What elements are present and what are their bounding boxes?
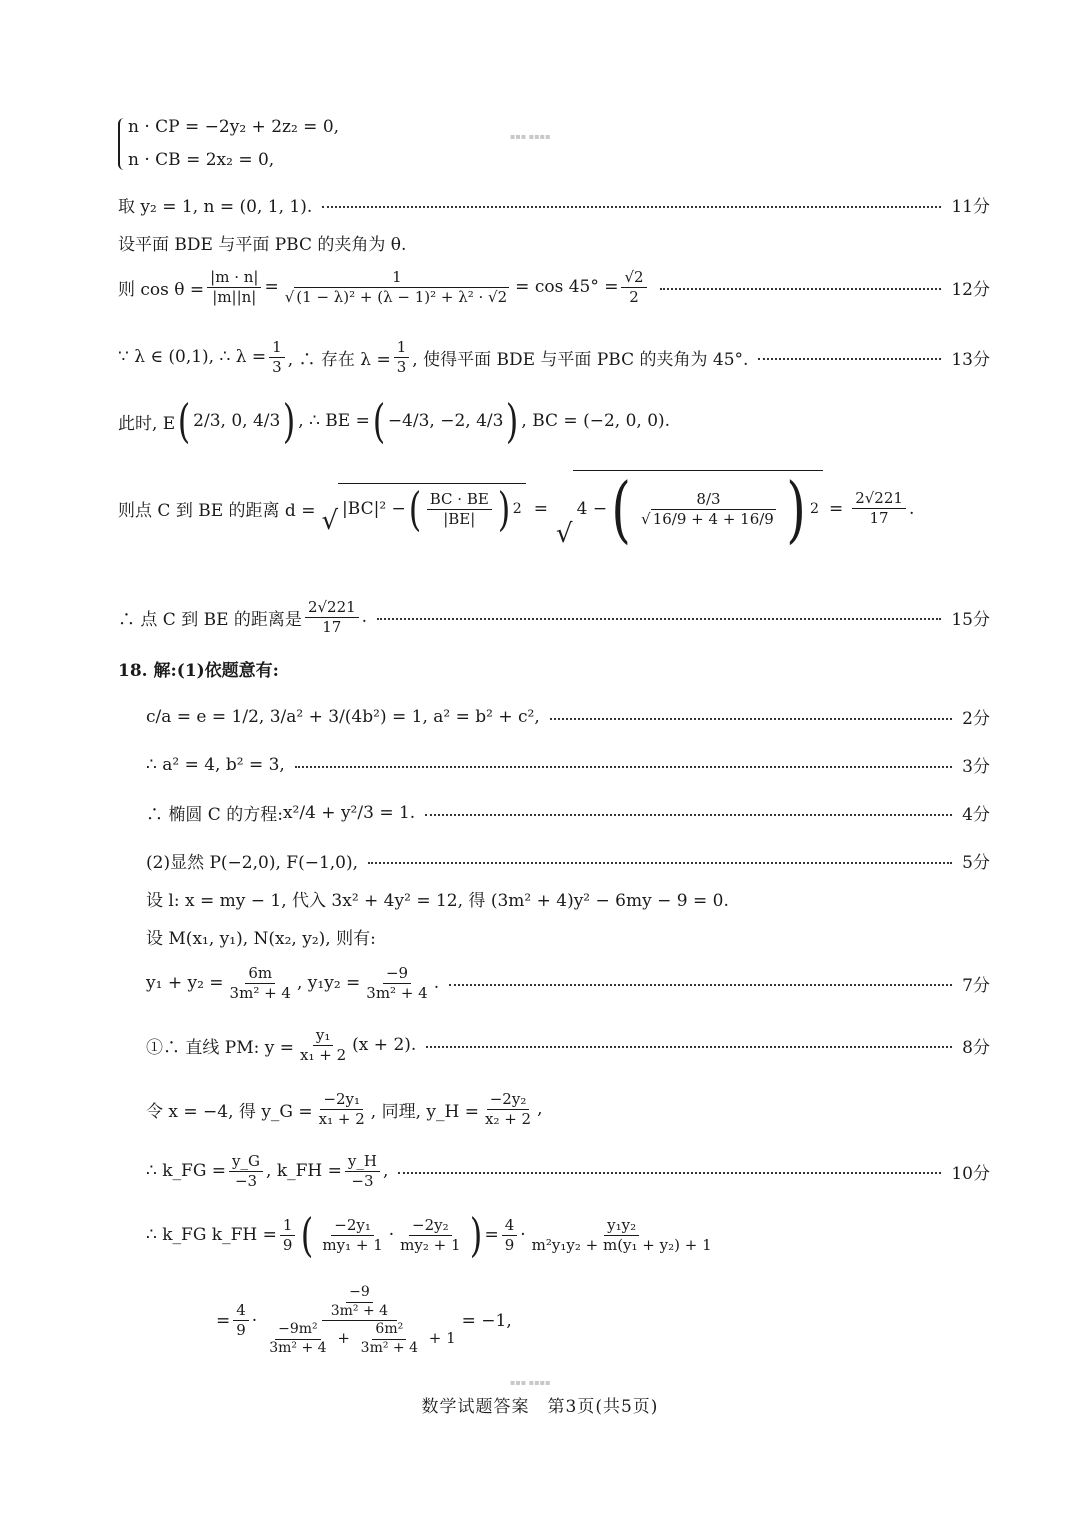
scored-line: 则 cos θ = $\frac{|m \cdot n|}{|m||n|}$ = $\frac{1}{\text{√ (1 − λ)² + (λ − 1)² + λ² · √2}}$ = cos 45° = $\frac{√2}{2}$ 12分 [118, 268, 990, 306]
dot-leader [295, 766, 952, 768]
scored-line: c/a = e = 1/2, 3/a² + 3/(4b²) = 1, a² = b² + c², 2分 [146, 704, 990, 729]
system-brace [118, 118, 126, 170]
compound-fraction: $\frac{-9}{\text{3m² + 4}}$ $\frac{\text{−9m²}}{\text{3m² + 4}}$ + $\frac{\text{6m²}}{\text{3m² + 4}}$ + 1 [269, 1284, 456, 1356]
question-heading: 18. 解:(1)依题意有: [118, 661, 279, 681]
fraction: $\frac{|m \cdot n|}{|m||n|}$ [207, 268, 261, 307]
dot-leader [322, 206, 941, 208]
distance-formula: 则点 C 到 BE 的距离 d = √ |BC|² − ( $\frac{BC \cdot BE}{|BE|}$ ) 2 = √ 4 − ( $\frac{8/3}{√ 16/9 + 4 + 16/9}$ ) 2 = $\frac{2√221}{17}$ . [118, 467, 915, 551]
equation-line: ∴ k_FG k_FH = $\frac{1}{9}$ ( $\frac{\text{−2y₁}}{\text{my₁ + 1}}$ · $\frac{\text{−2y₂}}{\text{my₂ + 1}}$ ) = $\frac{4}{9}$ · $\frac{\text{y₁y₂}}{\text{m²y₁y₂ + m(y₁ + y₂) + 1}}$ [146, 1212, 990, 1258]
fraction: $\frac{1}{3}$ [269, 338, 285, 377]
fraction: $\frac{8/3}{√ 16/9 + 4 + 16/9}$ [641, 489, 774, 528]
score-label: 5分 [962, 853, 990, 873]
fraction: $\frac{y\_H}{-3}$ [345, 1152, 380, 1191]
dot-leader [425, 814, 952, 816]
fraction: $\frac{1}{\text{√ (1 − λ)² + (λ − 1)² + λ² · √2}}$ [284, 268, 508, 306]
fraction: $\frac{\text{y₁y₂}}{\text{m²y₁y₂ + m(y₁ + y₂) + 1}}$ [531, 1215, 712, 1254]
scored-line: ∴ k_FG = $\frac{y\_G}{-3}$ , k_FH = $\frac{y\_H}{-3}$ , 10分 [146, 1152, 990, 1190]
scored-line: ∴ 椭圆 C 的方程: x²/4 + y²/3 = 1. 4分 [146, 800, 990, 825]
scored-line: ∴ 点 C 到 BE 的距离是 $\frac{2√221}{17}$ . 15分 [118, 598, 990, 636]
score-label: 13分 [951, 349, 990, 370]
dot-leader [660, 288, 942, 290]
equation-line: n · CB = 2x₂ = 0, [128, 150, 275, 170]
fraction: $\frac{\text{−2y₁}}{\text{my₁ + 1}}$ [322, 1215, 383, 1254]
fraction: $\frac{\text{−2y₁}}{\text{x₁ + 2}}$ [318, 1090, 365, 1128]
fraction: $\frac{1}{9}$ [280, 1216, 296, 1255]
page-footer: 数学试题答案 第3页(共5页) [421, 1397, 659, 1417]
equation-line: = $\frac{4}{9}$ · $\frac{-9}{\text{3m² + 4}}$ $\frac{\text{−9m²}}{\text{3m² + 4}}$ + $\frac{\text{6m²}}{\text{3m² + 4}}$ + 1 = −1, [216, 1284, 512, 1356]
score-label: 8分 [962, 1037, 990, 1058]
dot-leader [398, 1172, 941, 1174]
score-label: 2分 [962, 709, 990, 729]
dot-leader [377, 618, 941, 620]
fraction: $\frac{4}{9}$ [502, 1216, 518, 1255]
score-label: 12分 [951, 279, 990, 300]
score-label: 15分 [951, 609, 990, 630]
text-line: 设 l: x = my − 1, 代入 3x² + 4y² = 12, 得 (3m² + 4)y² − 6my − 9 = 0. [146, 891, 729, 911]
text-line: 此时, E ( 2/3, 0, 4/3 ) , ∴ BE = ( −4/3, −2, 4/3 ) , BC = (−2, 0, 0). [118, 394, 671, 448]
fraction: $\frac{√2}{2}$ [621, 268, 646, 307]
fraction: $\frac{2√221}{17}$ [852, 489, 906, 528]
fraction: $\frac{\text{−2y₂}}{\text{x₂ + 2}}$ [484, 1090, 532, 1128]
dot-leader [368, 862, 952, 864]
fraction: $\frac{BC \cdot BE}{|BE|}$ [427, 490, 492, 529]
fraction: $\frac{6m}{\text{3m² + 4}}$ [229, 964, 291, 1002]
dot-leader [758, 358, 941, 360]
fraction: $\frac{\text{y₁}}{\text{x₁ + 2}}$ [300, 1026, 347, 1064]
fraction: $\frac{\text{−2y₂}}{\text{my₂ + 1}}$ [400, 1215, 461, 1254]
text-line: 令 x = −4, 得 y_G = $\frac{\text{−2y₁}}{\text{x₁ + 2}}$ , 同理, y_H = $\frac{\text{−2y₂}}{\text{x₂ + 2}}$ , [146, 1090, 543, 1128]
fraction: $\frac{-9}{\text{3m² + 4}}$ [366, 964, 428, 1002]
dot-leader [426, 1046, 952, 1048]
score-label: 11分 [951, 197, 990, 217]
faint-watermark: ▪▪▪ ▪▪▪▪ [510, 1378, 551, 1387]
score-label: 4分 [962, 805, 990, 825]
scored-line: 取 y₂ = 1, n = (0, 1, 1). 11分 [118, 192, 990, 217]
scored-line: ∵ λ ∈ (0,1), ∴ λ = $\frac{1}{3}$ , ∴ 存在 λ = $\frac{1}{3}$ , 使得平面 BDE 与平面 PBC 的夹角为 45°. 13分 [118, 338, 990, 376]
fraction: $\frac{1}{3}$ [394, 338, 410, 377]
scored-line: ①∴ 直线 PM: y = $\frac{\text{y₁}}{\text{x₁ + 2}}$ (x + 2). 8分 [146, 1026, 990, 1064]
scored-line: (2)显然 P(−2,0), F(−1,0), 5分 [146, 848, 990, 873]
text-line: 设 M(x₁, y₁), N(x₂, y₂), 则有: [146, 929, 376, 949]
score-label: 10分 [951, 1163, 990, 1184]
score-label: 7分 [962, 975, 990, 996]
score-label: 3分 [962, 757, 990, 777]
fraction: $\frac{4}{9}$ [233, 1301, 249, 1340]
scored-line: ∴ a² = 4, b² = 3, 3分 [146, 752, 990, 777]
scored-line: y₁ + y₂ = $\frac{6m}{\text{3m² + 4}}$ , y₁y₂ = $\frac{-9}{\text{3m² + 4}}$ . 7分 [146, 964, 990, 1002]
fraction: $\frac{y\_G}{-3}$ [229, 1152, 263, 1191]
dot-leader [550, 718, 952, 720]
fraction: $\frac{2√221}{17}$ [305, 598, 359, 637]
text-line: 设平面 BDE 与平面 PBC 的夹角为 θ. [118, 235, 407, 255]
equation-line: n · CP = −2y₂ + 2z₂ = 0, [128, 117, 340, 137]
faint-watermark: ▪▪▪ ▪▪▪▪ [510, 132, 551, 141]
dot-leader [449, 984, 952, 986]
